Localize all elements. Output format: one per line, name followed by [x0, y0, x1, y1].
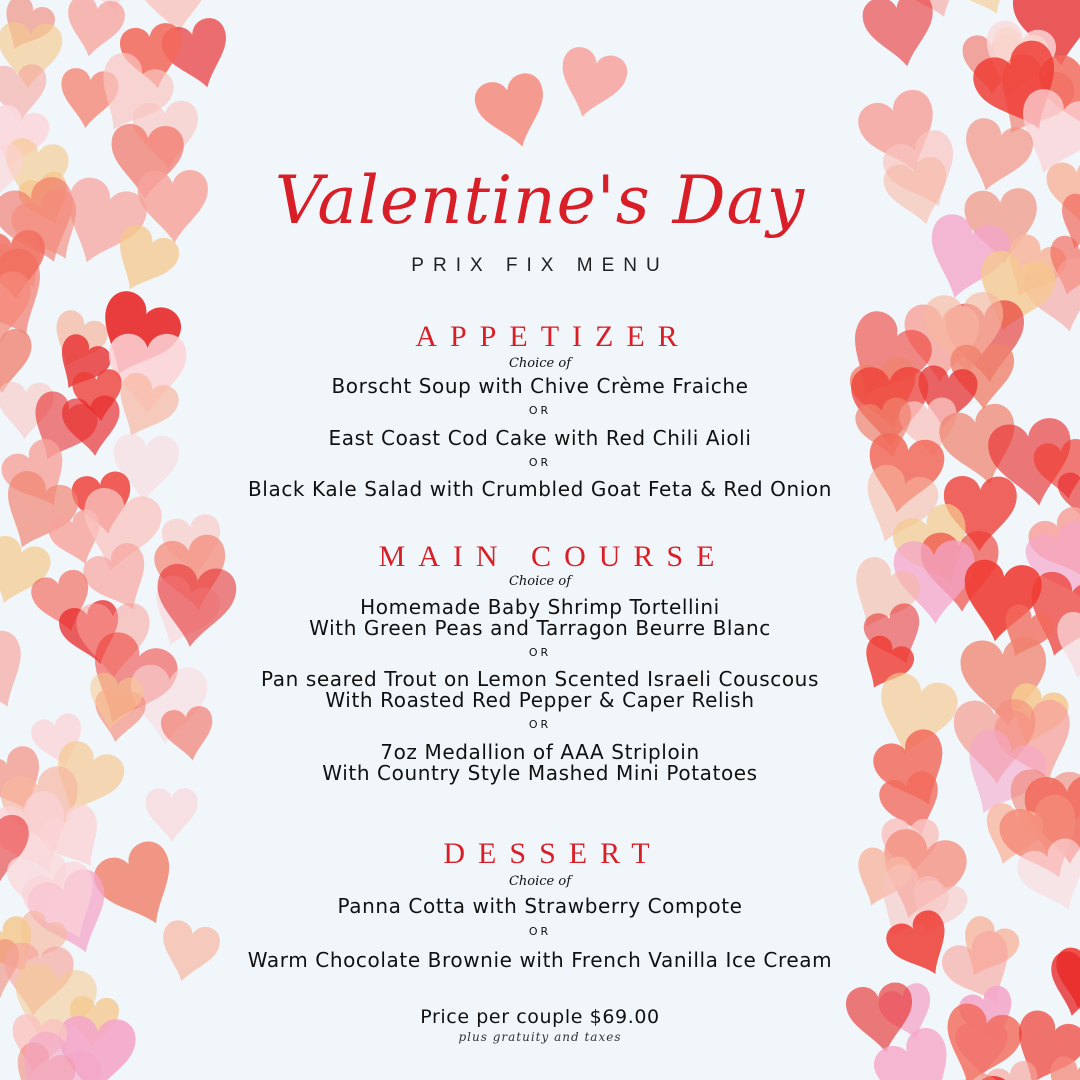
dessert-item: Warm Chocolate Brownie with French Vanilla Ice Cream	[247, 948, 833, 972]
appetizer-item: Black Kale Salad with Crumbled Goat Feta & Red Onion	[247, 477, 833, 501]
main-course-item-line: With Green Peas and Tarragon Beurre Blanc	[309, 616, 771, 640]
or-separator: OR	[528, 404, 552, 417]
main-course-item-line: With Roasted Red Pepper & Caper Relish	[325, 688, 755, 712]
or-separator: OR	[528, 456, 552, 469]
appetizer-item: Borscht Soup with Chive Crème Fraiche	[331, 374, 749, 398]
main-course-choice-label: Choice of	[508, 574, 572, 589]
dessert-item: Panna Cotta with Strawberry Compote	[337, 894, 743, 918]
dessert-choice-label: Choice of	[508, 874, 572, 889]
appetizer-choice-label: Choice of	[508, 356, 572, 371]
menu-title: Valentine's Day	[274, 162, 806, 239]
price: Price per couple $69.00	[420, 1006, 660, 1028]
appetizer-heading: APPETIZER	[415, 320, 691, 353]
or-separator: OR	[528, 646, 552, 659]
dessert-heading: DESSERT	[443, 837, 663, 870]
main-course-item-line: 7oz Medallion of AAA Striploin	[380, 740, 700, 764]
menu-subtitle: PRIX FIX MENU	[411, 255, 669, 276]
appetizer-item: East Coast Cod Cake with Red Chili Aioli	[328, 426, 752, 450]
price-note: plus gratuity and taxes	[458, 1030, 622, 1044]
main-course-item-line: Pan seared Trout on Lemon Scented Israeli Couscous	[261, 667, 819, 691]
or-separator: OR	[528, 925, 552, 938]
main-course-item-line: Homemade Baby Shrimp Tortellini	[360, 595, 720, 619]
main-course-item-line: With Country Style Mashed Mini Potatoes	[322, 761, 758, 785]
main-course-heading: MAIN COURSE	[378, 540, 728, 573]
or-separator: OR	[528, 718, 552, 731]
